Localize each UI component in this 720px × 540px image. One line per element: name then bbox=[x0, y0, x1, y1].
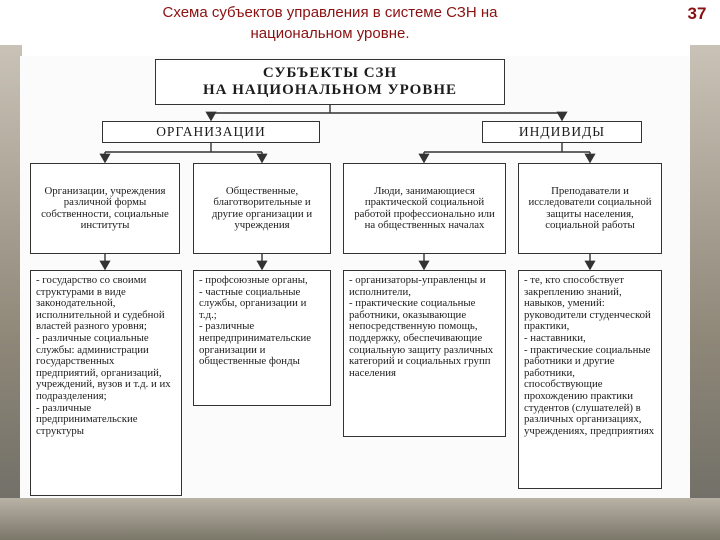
detail-item: - те, кто способствует закреплению знаний, навыков, умений: руководители студенческой практики, bbox=[524, 274, 651, 333]
organizations-label: ОРГАНИЗАЦИИ bbox=[156, 124, 266, 139]
detail-item: - практические социальные работники, оказывающие непосредственную помощь, поддержку, обеспечивающие социальную защиту различных категорий и социальных групп населения bbox=[349, 297, 494, 379]
detail-item: - различные непредпринимательские организации и общественные фонды bbox=[199, 320, 312, 368]
detail-box-4 bbox=[518, 270, 662, 489]
category-box-teachers-researchers bbox=[518, 163, 662, 254]
root-line-1: СУБЪЕКТЫ СЗН bbox=[262, 65, 398, 81]
category-box-public-organizations bbox=[193, 163, 331, 254]
detail-item: - различные предпринимательские структуры bbox=[36, 401, 138, 437]
detail-item: - наставники, bbox=[524, 331, 586, 344]
detail-box-1 bbox=[30, 270, 182, 496]
detail-box-3 bbox=[343, 270, 506, 437]
background-photo-bottom bbox=[0, 498, 720, 540]
detail-item: - профсоюзные органы, bbox=[199, 274, 308, 286]
slide-number: 37 bbox=[687, 4, 707, 23]
root-line-2: НА НАЦИОНАЛЬНОМ УРОВНЕ bbox=[202, 82, 458, 98]
organizations-box bbox=[102, 121, 320, 143]
category-box-practitioners bbox=[343, 163, 506, 254]
category-label: Люди, занимающиеся практической социальной работой профессионально или на общественных началах bbox=[354, 184, 495, 231]
detail-box-2 bbox=[193, 270, 331, 406]
individuals-box bbox=[482, 121, 642, 143]
detail-item: - различные социальные службы: администрации государственных предприятий, организаций, учреждений, вузов и т.д. и их подразделения; bbox=[36, 331, 171, 402]
slide-title: Схема субъектов управления в системе СЗН на национальном уровне. bbox=[162, 4, 498, 42]
background-photo-right bbox=[690, 45, 720, 540]
category-box-organizations-institutions bbox=[30, 163, 180, 254]
detail-item: - частные социальные службы, организации и т.д.; bbox=[199, 285, 307, 321]
detail-item: - практические социальные работники и другие работники, способствующие прохождению практики студентов (слушателей) в различных организациях, учреждениях, предприятиях bbox=[524, 343, 655, 437]
category-label: Общественные, благотворительные и другие организации и учреждения bbox=[211, 184, 313, 231]
category-label: Преподаватели и исследователи социальной защиты населения, социальной работы bbox=[528, 184, 652, 231]
category-label: Организации, учреждения различной формы собственности, социальные институты bbox=[41, 184, 169, 231]
background-photo-left bbox=[0, 45, 22, 540]
detail-item: - организаторы-управленцы и исполнители, bbox=[349, 274, 486, 298]
individuals-label: ИНДИВИДЫ bbox=[518, 124, 606, 139]
detail-item: - государство со своими структурами в виде законодательной, исполнительной и судебной властей разного уровня; bbox=[36, 274, 165, 333]
root-box bbox=[155, 59, 505, 105]
